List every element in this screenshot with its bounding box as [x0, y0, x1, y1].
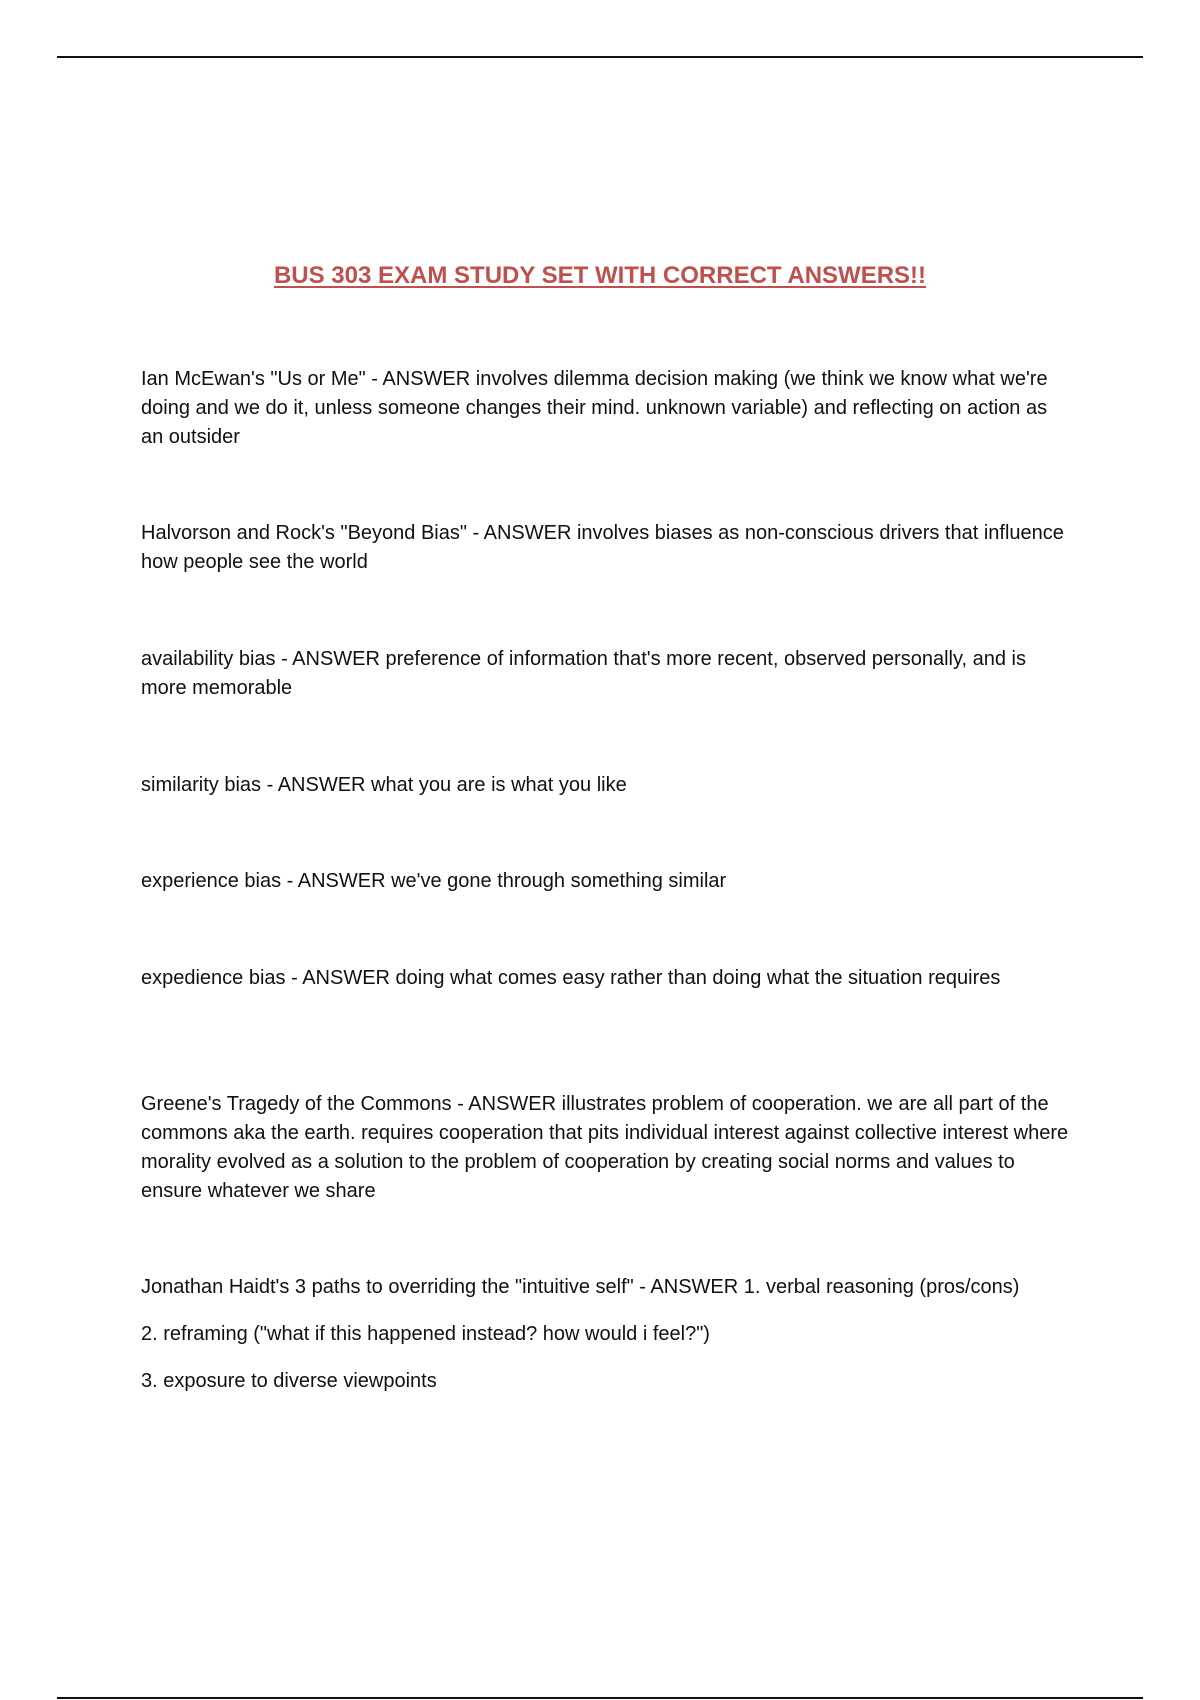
qa-entry-text: availability bias - ANSWER preference of information that's more recent, observed personally, and is more memorable: [141, 648, 1026, 699]
top-rule: [57, 56, 1143, 58]
qa-entry-text: experience bias - ANSWER we've gone through something similar: [141, 870, 727, 892]
qa-entry-text: Halvorson and Rock's "Beyond Bias" - ANSWER involves biases as non-conscious drivers that influence how people see the world: [141, 522, 1064, 573]
qa-entry-text: Jonathan Haidt's 3 paths to overriding the "intuitive self" - ANSWER 1. verbal reasoning (pros/cons): [141, 1276, 1020, 1298]
qa-entry-text: Greene's Tragedy of the Commons - ANSWER illustrates problem of cooperation. we are all part of the commons aka the earth. requires cooperation that pits individual interest against collective interest where morality evolved as a solution to the problem of cooperation by creating social norms and values to ensure whatever we share: [141, 1093, 1069, 1202]
qa-entry-availability-bias: [141, 645, 1071, 703]
qa-entry-beyond-bias: [141, 519, 1071, 577]
qa-entry-mcewan: [141, 365, 1071, 452]
qa-entry-expedience-bias: [141, 964, 1071, 993]
qa-entry-list-item: 2. reframing ("what if this happened instead? how would i feel?"): [141, 1323, 710, 1345]
qa-entry-similarity-bias: [141, 771, 1071, 800]
qa-entry-tragedy-of-commons: [141, 1090, 1071, 1206]
bottom-rule: [57, 1697, 1143, 1699]
qa-entry-text: expedience bias - ANSWER doing what comes easy rather than doing what the situation requires: [141, 967, 1001, 989]
qa-entry-list-item: 3. exposure to diverse viewpoints: [141, 1370, 437, 1392]
qa-entry-text: similarity bias - ANSWER what you are is what you like: [141, 774, 627, 796]
document-title: BUS 303 EXAM STUDY SET WITH CORRECT ANSWERS!!: [273, 262, 927, 289]
qa-entry-text: Ian McEwan's "Us or Me" - ANSWER involves dilemma decision making (we think we know what we're doing and we do it, unless someone changes their mind. unknown variable) and reflecting on action as an outsider: [141, 368, 1048, 448]
qa-entry-experience-bias: [141, 867, 1071, 896]
qa-entry-haidt-paths: [141, 1273, 1071, 1396]
